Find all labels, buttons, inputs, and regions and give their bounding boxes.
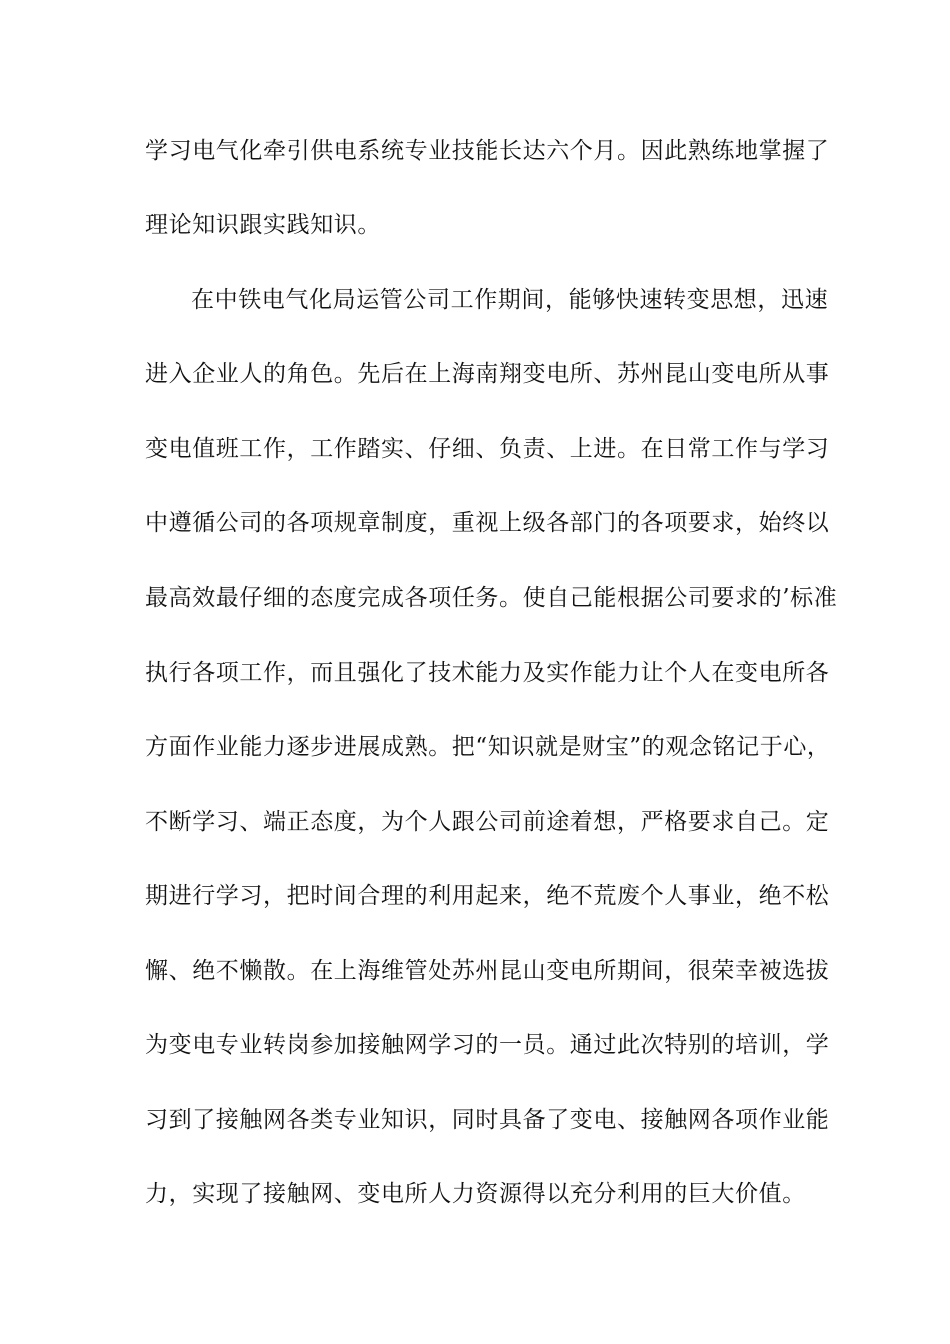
text-line-15: 力，实现了接触网、变电所人力资源得以充分利用的巨大价值。 — [145, 1181, 806, 1207]
text-line-14: 习到了接触网各类专业知识，同时具备了变电、接触网各项作业能 — [145, 1107, 830, 1133]
text-line-2: 理论知识跟实践知识。 — [145, 212, 381, 238]
text-line-10: 不断学习、端正态度，为个人跟公司前途着想，严格要求自己。定 — [145, 809, 830, 835]
text-line-5: 变电值班工作，工作踏实、仔细、负责、上进。在日常工作与学习 — [145, 436, 830, 462]
text-line-1: 学习电气化牵引供电系统专业技能长达六个月。因此熟练地掌握了 — [145, 138, 830, 164]
paragraph-start-line: 在中铁电气化局运管公司工作期间，能够快速转变思想，迅速 — [191, 287, 829, 313]
text-line-8: 执行各项工作，而且强化了技术能力及实作能力让个人在变电所各 — [145, 660, 830, 686]
text-line-12: 懈、绝不懒散。在上海维管处苏州昆山变电所期间，很荣幸被选拔 — [145, 958, 830, 984]
text-line-11: 期进行学习，把时间合理的利用起来，绝不荒废个人事业，绝不松 — [145, 883, 830, 909]
text-line-7: 最高效最仔细的态度完成各项任务。使自己能根据公司要求的’标准 — [145, 585, 838, 611]
text-line-9: 方面作业能力逐步进展成熟。把“知识就是财宝”的观念铭记于心， — [145, 734, 831, 760]
text-line-6: 中遵循公司的各项规章制度，重视上级各部门的各项要求，始终以 — [145, 510, 830, 536]
text-line-4: 进入企业人的角色。先后在上海南翔变电所、苏州昆山变电所从事 — [145, 361, 830, 387]
text-line-13: 为变电专业转岗参加接触网学习的一员。通过此次特别的培训，学 — [145, 1032, 830, 1058]
